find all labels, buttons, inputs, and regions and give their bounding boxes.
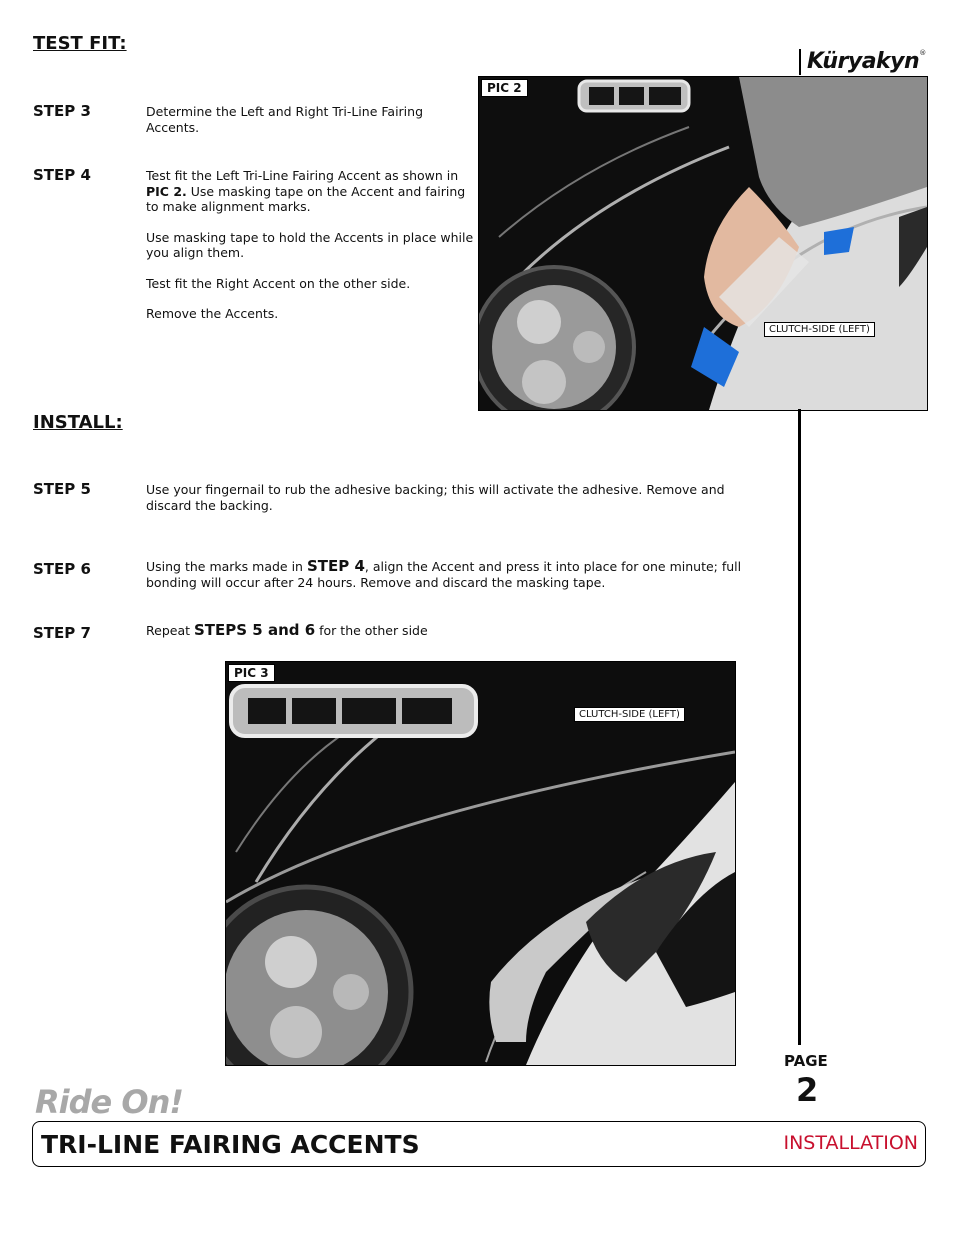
page-label: PAGE bbox=[784, 1052, 828, 1070]
step-4-label: STEP 4 bbox=[33, 166, 91, 184]
step-4-para-1: Test fit the Left Tri-Line Fairing Accent as shown in PIC 2. Use masking tape on the Accent and fairing to make alignment marks. bbox=[146, 168, 466, 214]
pic-2-illustration bbox=[479, 77, 927, 410]
document-type: INSTALLATION bbox=[783, 1132, 918, 1154]
brand-logo-text: Küryakyn bbox=[807, 49, 920, 74]
test-fit-heading: TEST FIT: bbox=[33, 33, 127, 54]
step-5-label: STEP 5 bbox=[33, 480, 91, 498]
step-6-text: Using the marks made in STEP 4, align the Accent and press it into place for one minute; full bonding will occur after 24 hours. Remove and discard the masking tape. bbox=[146, 557, 742, 590]
step-4-para-4: Remove the Accents. bbox=[146, 306, 279, 321]
footer-title-box bbox=[32, 1121, 926, 1167]
step-3-text: Determine the Left and Right Tri-Line Fairing Accents. bbox=[146, 104, 424, 135]
step-4-text bbox=[146, 168, 474, 337]
step-3-label: STEP 3 bbox=[33, 102, 91, 120]
product-title: TRI-LINE FAIRING ACCENTS bbox=[41, 1130, 420, 1159]
step-5-text: Use your fingernail to rub the adhesive backing; this will activate the adhesive. Remove and discard the backing. bbox=[146, 482, 725, 513]
step-7-label: STEP 7 bbox=[33, 624, 91, 642]
pic-2-tag: PIC 2 bbox=[481, 79, 528, 97]
step-6-label: STEP 6 bbox=[33, 560, 91, 578]
pic-3-callout: CLUTCH-SIDE (LEFT) bbox=[574, 707, 685, 722]
page-number: 2 bbox=[796, 1071, 819, 1109]
vertical-rule bbox=[798, 409, 801, 1045]
pic-2-callout: CLUTCH-SIDE (LEFT) bbox=[764, 322, 875, 337]
slogan-text: Ride On! bbox=[35, 1083, 183, 1121]
step-4-para-3: Test fit the Right Accent on the other side. bbox=[146, 275, 411, 291]
brand-logo: Küryakyn® bbox=[799, 49, 926, 75]
step-4-para-2: Use masking tape to hold the Accents in place while you align them. bbox=[146, 229, 474, 260]
pic-3-tag: PIC 3 bbox=[228, 664, 275, 682]
install-heading: INSTALL: bbox=[33, 412, 123, 433]
pic-3-photo bbox=[225, 661, 736, 1066]
pic-3-illustration bbox=[226, 662, 735, 1065]
step-7-text: Repeat STEPS 5 and 6 for the other side bbox=[146, 621, 428, 639]
pic-2-photo bbox=[478, 76, 928, 411]
